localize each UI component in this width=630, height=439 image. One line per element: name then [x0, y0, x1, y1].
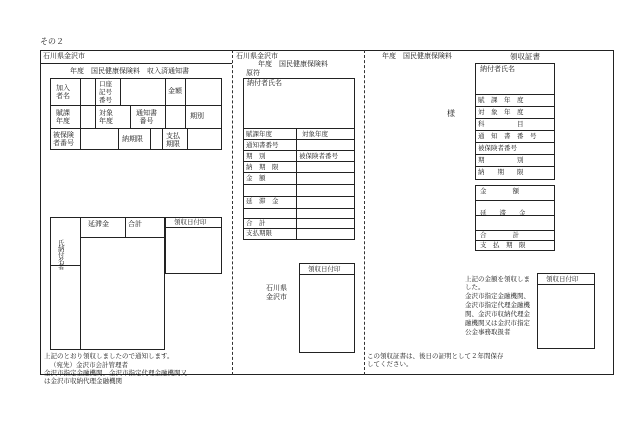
s1-hihoken-label: 被保険 者番号 — [53, 131, 74, 147]
s1-note-3: 金沢市指定金融機関、金沢市指定代理金融機関又 — [44, 369, 187, 377]
s3-row-fuka: 賦 課 年 度 — [478, 96, 524, 104]
s3-row-kamoku: 科 目 — [478, 120, 524, 128]
s3-shiharai-label: 支 払 期 限 — [480, 241, 526, 249]
s2-city: 石川県 金沢市 — [266, 284, 287, 301]
s3-row-kibetsu: 期 別 — [478, 156, 524, 164]
s3-stamp-label: 領収日付印 — [546, 275, 579, 283]
s3-payer-label: 納付者氏名 — [480, 65, 515, 73]
s3-sama: 様 — [447, 109, 455, 118]
s1-kingaku-label: 金額 — [168, 87, 182, 95]
perforation-1 — [232, 50, 233, 375]
s2-kibetsu-label: 期 別 — [246, 152, 266, 160]
s1-stamp-label: 領収日付印 — [174, 218, 207, 226]
s1-nouki-label: 納期限 — [122, 135, 143, 143]
s2-nouki-label: 納 期 限 — [246, 163, 279, 171]
s3-kingaku-label: 金 額 — [480, 187, 519, 195]
s1-kibetsu-label: 期別 — [190, 112, 204, 120]
s1-title: 年度 国民健康保険料 収入済通知書 — [70, 67, 189, 75]
s2-stamp-box — [299, 263, 355, 353]
s1-shimei-label: 氏 納 付 名 者 — [58, 239, 65, 271]
s2-hihoken-label: 被保険者番号 — [299, 152, 338, 160]
s2-title: 年度 国民健康保険料 — [258, 60, 328, 68]
s3-note: 上記の金額を領収しました。 — [465, 275, 530, 291]
s3-title: 年度 国民健康保険料 — [382, 52, 452, 60]
s3-agents: 金沢市指定金融機関、金沢市指定代理金融機関、金沢市収納代理金融機関又は金沢市指定公金事務取扱者 — [465, 292, 530, 336]
s1-note-4: は金沢市収納代理金融機関 — [44, 377, 122, 385]
s3-footer-1: この領収証書は、後日の証明として２年間保存 — [367, 352, 504, 360]
s1-fuka-label: 賦課 年度 — [56, 109, 70, 125]
s2-payer-label: 納付者氏名 — [247, 79, 282, 87]
s1-tsuchisho-label: 通知書 番号 — [136, 109, 157, 125]
s2-taisho-label: 対象年度 — [302, 130, 328, 138]
s1-koza-label: 口座 記号 番号 — [99, 80, 112, 104]
perforation-2 — [364, 50, 365, 375]
s2-header: 石川県金沢市 — [236, 52, 278, 60]
s2-gokei-label: 合 計 — [246, 219, 266, 227]
s3-receipt-title: 領収証書 — [510, 52, 540, 61]
s2-entai-label: 延 滞 金 — [246, 197, 279, 205]
s2-tsuchisho-label: 通知書番号 — [246, 141, 279, 149]
s1-taisho-label: 対象 年度 — [99, 109, 113, 125]
s2-kingaku-label: 金 額 — [246, 174, 266, 182]
s2-fuka-label: 賦課年度 — [246, 130, 272, 138]
s1-header: 石川県金沢市 — [43, 52, 85, 60]
s1-note-2: （宛先）金沢市会計管理者 — [50, 361, 128, 369]
s2-stamp-label: 領収日付印 — [308, 265, 341, 273]
s1-entai-label: 延滞金 — [88, 220, 109, 228]
s3-row-tsuchisho: 通 知 書 番 号 — [478, 132, 537, 140]
s3-row-hihoken: 被保険者番号 — [478, 144, 517, 152]
s1-shiharai-label: 支払 期限 — [166, 132, 180, 148]
s1-kanyu-label: 加入 者名 — [56, 84, 70, 100]
page-label: その２ — [40, 37, 64, 46]
s3-footer-2: してください。 — [367, 360, 413, 368]
s1-note-1: 上記のとおり領収しましたので通知します。 — [44, 352, 174, 360]
s2-shiharai-label: 支払期限 — [246, 229, 272, 237]
s3-row-taisho: 対 象 年 度 — [478, 108, 524, 116]
s3-entai-label: 延 滞 金 — [480, 209, 526, 217]
s2-genpu: 原符 — [246, 69, 260, 77]
s3-gokei-label: 合 計 — [480, 231, 519, 239]
s3-row-nouki: 納 期 限 — [478, 168, 524, 176]
s1-gokei-label: 合計 — [128, 220, 142, 228]
